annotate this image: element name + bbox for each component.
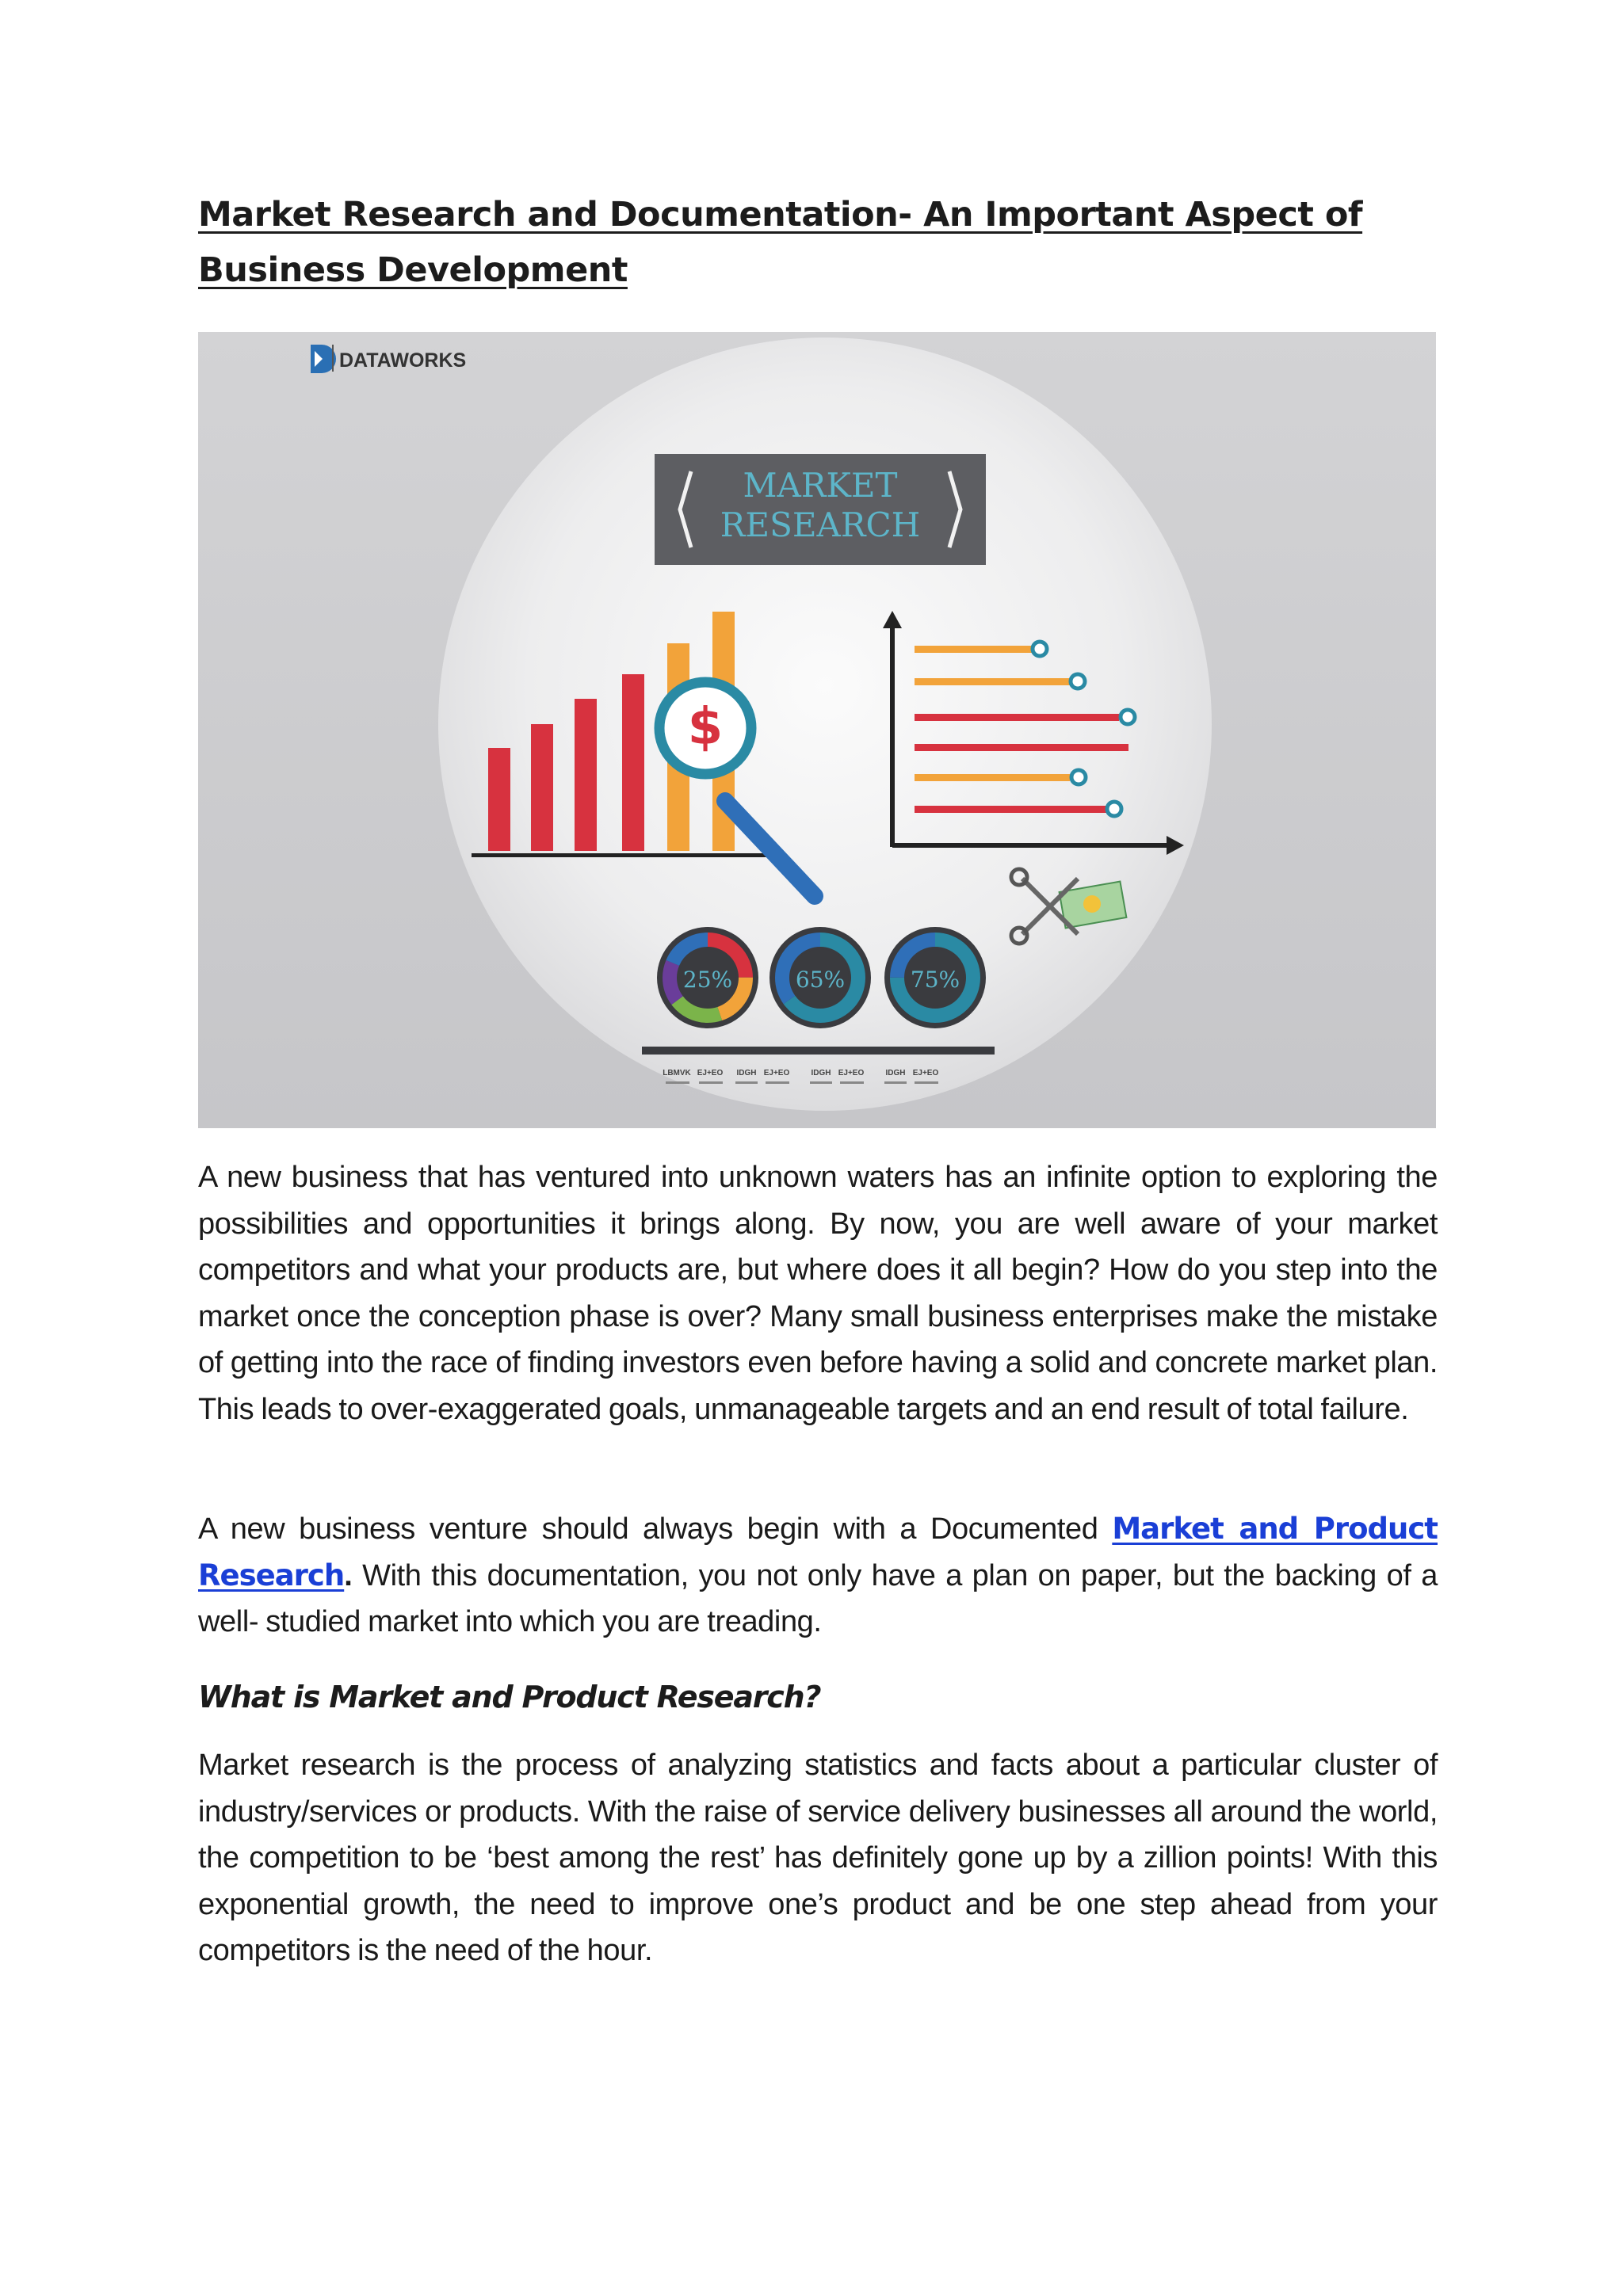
donut-2-label: 65% <box>795 967 846 993</box>
hbar-2 <box>915 678 1070 685</box>
bar-3 <box>575 699 597 851</box>
hbar-1 <box>915 646 1032 653</box>
hbar-6 <box>915 806 1106 813</box>
bar-chart-baseline <box>472 853 781 857</box>
bar-4 <box>622 674 644 851</box>
document-title: Market Research and Documentation- An Important Aspect of Business Development <box>198 195 1363 290</box>
hbar-3 <box>915 714 1119 721</box>
donut-chart-2 <box>769 927 871 1028</box>
section-heading: What is Market and Product Research? <box>198 1680 821 1714</box>
bar-1 <box>488 748 510 851</box>
paragraph2-text-start: A new business venture should always begin with a Documented <box>198 1512 1113 1546</box>
intro-paragraph: A new business that has ventured into unknown waters has an infinite option to exploring the possibilities and opportunities it brings along. By now, you are well aware of your market competitors and what your products are, but where does it all begin? How do you step into the market once the conception phase is over? Many small business enterprises make the mistake of getting into the race of finding investors even before having a solid and concrete market plan. This leads to over-exaggerated goals, unmanageable targets and an end result of total failure. <box>198 1161 1438 1426</box>
donut-chart-1 <box>657 927 758 1028</box>
footer-label-8: EJ+EO <box>912 1069 939 1077</box>
dollar-icon: $ <box>687 698 724 757</box>
documentation-paragraph <box>198 1506 1438 1646</box>
sign-line-1: MARKET <box>743 466 898 505</box>
footer-label-6: EJ+EO <box>838 1069 865 1077</box>
paragraph2-period: . <box>344 1558 353 1592</box>
footer-label-4: EJ+EO <box>763 1069 790 1077</box>
hero-illustration <box>198 332 1436 1128</box>
hbar-4 <box>915 744 1128 751</box>
donut-3-label: 75% <box>910 967 960 993</box>
bar-2 <box>531 724 553 851</box>
brand-name: DATAWORKS <box>339 349 467 372</box>
footer-label-5: IDGH <box>811 1069 831 1077</box>
footer-label-3: IDGH <box>736 1069 757 1077</box>
market-research-illustration <box>198 332 1436 1128</box>
definition-paragraph: Market research is the process of analyzing statistics and facts about a particular cluster of industry/services or products. With the raise of service delivery businesses all around the world, the competition to be ‘best among the rest’ has definitely gone up by a zillion points! With this exponential growth, the need to improve one’s product and be one step ahead from your competitors is the need of the hour. <box>198 1749 1438 1967</box>
paragraph2-text-end: With this documentation, you not only have a plan on paper, but the backing of a well- studied market into which you are treading. <box>198 1558 1438 1638</box>
footer-label-1: LBMVK <box>663 1069 691 1077</box>
footer-strip <box>642 1047 995 1055</box>
market-research-sign <box>655 454 986 565</box>
dataworks-logo <box>311 345 466 373</box>
donut-1-label: 25% <box>682 967 733 993</box>
sign-line-2: RESEARCH <box>720 505 921 544</box>
market-product-research-link[interactable]: Market and Product Research <box>198 1512 1438 1592</box>
hbar-5 <box>915 774 1070 781</box>
footer-label-7: IDGH <box>885 1069 906 1077</box>
footer-label-2: EJ+EO <box>697 1069 724 1077</box>
donut-chart-3 <box>884 927 986 1028</box>
